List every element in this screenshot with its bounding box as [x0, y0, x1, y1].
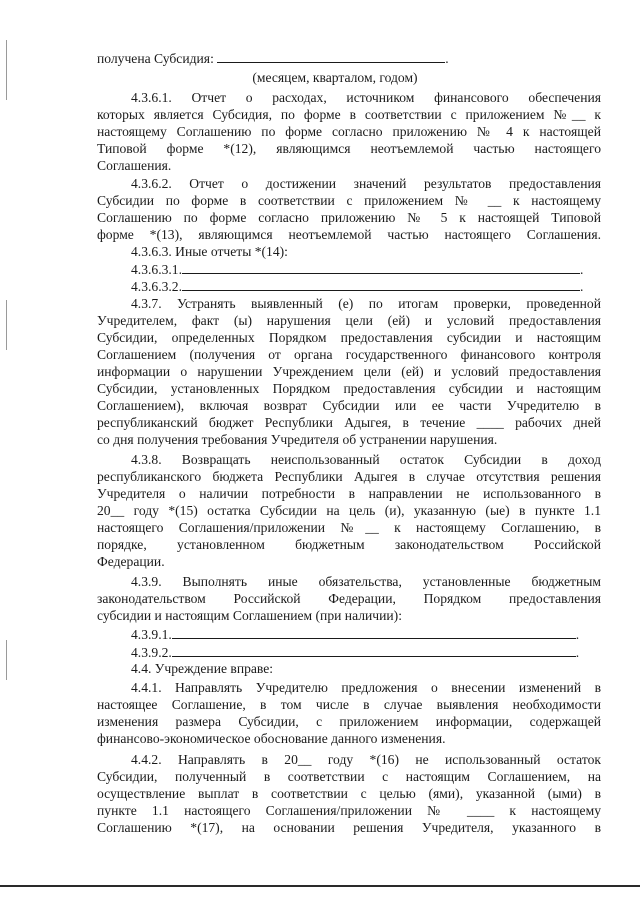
text-line: Соглашением (получения от органа государственного финансового контроля: [97, 347, 601, 362]
text-line: Субсидии, определенных Порядком предоставления субсидии и настоящим: [97, 330, 601, 345]
text-line: 4.3.6.3.2. .: [131, 279, 584, 294]
blank-field: [182, 261, 580, 274]
text-line: 4.3.8. Возвращать неиспользованный остаток Субсидии в доход: [131, 452, 601, 467]
text-line: Соглашением), включая возврат Субсидии или ее части Учредителю в: [97, 398, 601, 413]
text-line: 20__ году *(15) остатка Субсидии на цель (и), указанную (ые) в пункте 1.1: [97, 503, 601, 518]
text-line: 4.3.6.1. Отчет о расходах, источником финансового обеспечения: [131, 90, 601, 105]
text-line: настоящего Соглашения/приложении №__ к настоящему Соглашению, в: [97, 520, 601, 535]
text-line: 4.3.9.1. .: [131, 627, 580, 642]
text-line: Субсидии, полученный в соответствии с настоящим Соглашением, на: [97, 769, 601, 784]
text-line: 4.3.7. Устранять выявленный (е) по итогам проверки, проведенной: [131, 296, 601, 311]
text-line: настоящему Соглашению по форме согласно приложению № 4 к настоящей: [97, 124, 601, 139]
scan-bottom-edge: [0, 885, 640, 887]
blank-field: [172, 626, 576, 639]
text-line: 4.3.6.3.1. .: [131, 262, 584, 277]
text-line: 4.4. Учреждение вправе:: [131, 661, 274, 676]
blank-field: [172, 644, 576, 657]
text-line: Соглашению по форме согласно приложению № 5 к настоящей Типовой: [97, 210, 601, 225]
text-line: Федерации.: [97, 554, 165, 569]
caption-line: (месяцем, кварталом, годом): [252, 70, 418, 85]
text-line: пункте 1.1 настоящего Соглашения/приложении № ____ к настоящему: [97, 803, 601, 818]
text-line: со дня получения требования Учредителя об устранении нарушения.: [97, 432, 498, 447]
text-line: форме *(13), являющимся неотъемлемой частью настоящего Соглашения.: [97, 227, 601, 242]
text-line: получена Субсидия: .: [97, 51, 449, 66]
text-line: 4.4.2. Направлять в 20__ году *(16) не использованный остаток: [131, 752, 601, 767]
text-line: которых является Субсидия, по форме в соответствии с приложением №__ к: [97, 107, 601, 122]
text-line: Учредителя о наличии потребности в направлении не использованного в: [97, 486, 601, 501]
text-line: 4.3.9. Выполнять иные обязательства, установленные бюджетным: [131, 574, 601, 589]
scan-edge-mark: [6, 40, 7, 100]
text-line: 4.4.1. Направлять Учредителю предложения о внесении изменений в: [131, 680, 601, 695]
text-line: Субсидии, установленных Порядком предоставления субсидии и настоящим: [97, 381, 601, 396]
text-line: Учредителем, факт (ы) нарушения цели (ей) и условий предоставления: [97, 313, 601, 328]
text-line: порядке, установленном бюджетным законодательством Российской: [97, 537, 601, 552]
text-line: Типовой форме *(12), являющимся неотъемлемой частью настоящего: [97, 141, 601, 156]
text-line: финансово-экономическое обоснование данного изменения.: [97, 731, 446, 746]
text-line: изменения размера Субсидии, с приложением информации, содержащей: [97, 714, 601, 729]
text-line: 4.3.9.2. .: [131, 645, 580, 660]
text-line: 4.3.6.3. Иные отчеты *(14):: [131, 244, 288, 259]
text-line: Субсидии по форме в соответствии с приложением № __ к настоящему: [97, 193, 601, 208]
text-line: Соглашению *(17), на основании решения Учредителя, указанного в: [97, 820, 601, 835]
text-line: информации о нарушении Учреждением цели (ей) и условий предоставления: [97, 364, 601, 379]
text-line: законодательством Российской Федерации, Порядком предоставления: [97, 591, 601, 606]
blank-field: [217, 50, 445, 63]
scan-edge-mark: [6, 300, 7, 350]
text-line: Соглашения.: [97, 158, 172, 173]
scan-edge-mark: [6, 640, 7, 680]
text-line: 4.3.6.2. Отчет о достижении значений результатов предоставления: [131, 176, 601, 191]
text-line: республиканский бюджет Республики Адыгея, в течение ____ рабочих дней: [97, 415, 601, 430]
text-line: республиканского бюджета Республики Адыгея в случае отсутствия решения: [97, 469, 601, 484]
text-line: настоящее Соглашение, в том числе в случае выявления необходимости: [97, 697, 601, 712]
text-line: осуществление выплат в соответствии с целью (ями), указанной (ыми) в: [97, 786, 601, 801]
text-line: субсидии и настоящим Соглашением (при наличии):: [97, 608, 402, 623]
blank-field: [182, 278, 580, 291]
